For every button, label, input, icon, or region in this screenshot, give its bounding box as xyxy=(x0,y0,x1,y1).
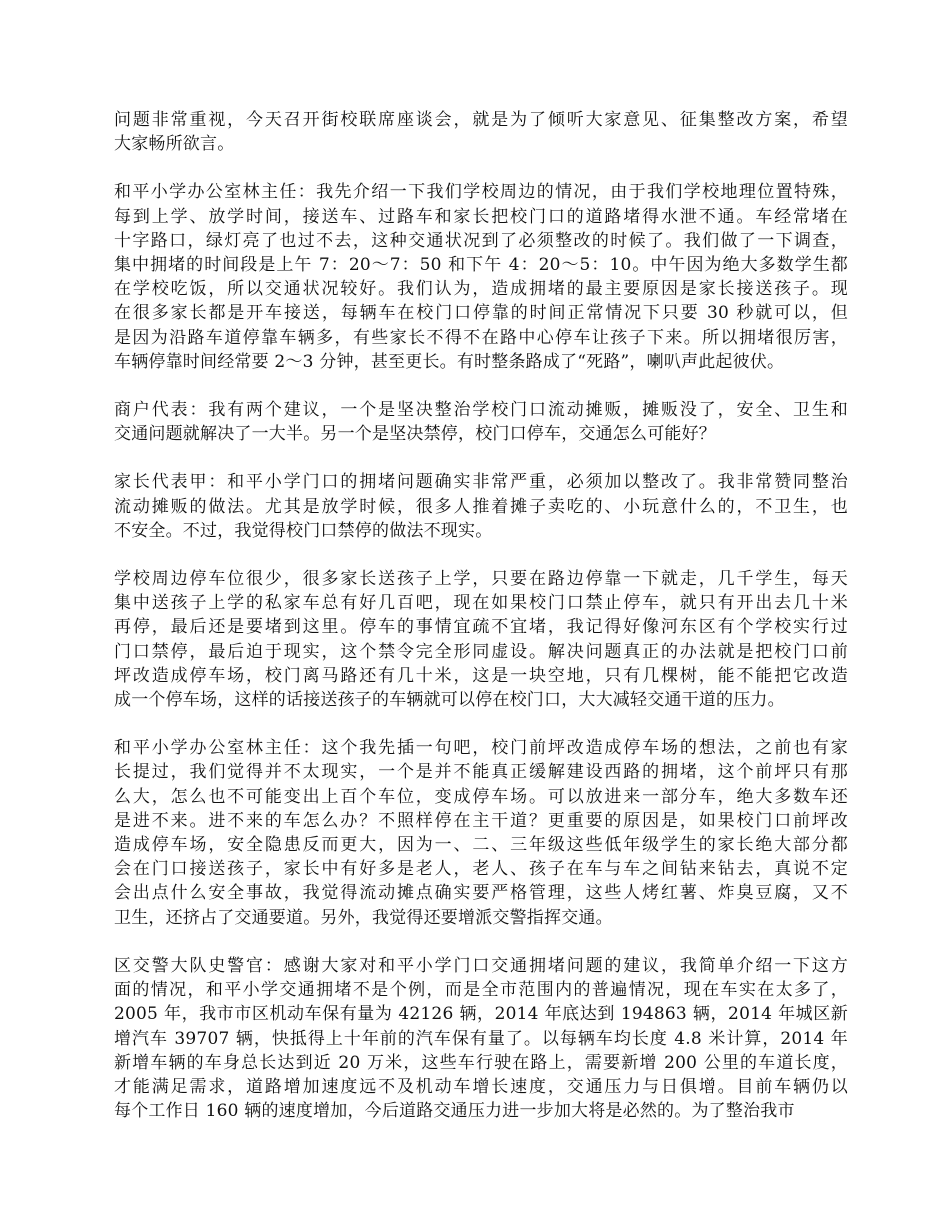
text-line: 增汽车 39707 辆，快抵得上十年前的汽车保有量了。以每辆车均长度 4.8 米计算，2014 年 xyxy=(114,1028,848,1049)
text-line: 问题非常重视，今天召开街校联席座谈会，就是为了倾听大家意见、征集整改方案，希望 xyxy=(114,110,848,130)
document-body xyxy=(114,108,848,1147)
paragraph xyxy=(114,398,848,446)
text-line: 么大，怎么也不可能变出上百个车位，变成停车场。可以放进来一部分车，绝大多数车还 xyxy=(114,786,848,807)
text-line: 再停，最后还是要堵到这里。停车的事情宜疏不宜堵，我记得好像河东区有个学校实行过 xyxy=(114,617,848,638)
text-line: 交通问题就解决了一大半。另一个是坚决禁停，校门口停车，交通怎么可能好？ xyxy=(114,424,716,445)
text-line: 家长代表甲：和平小学门口的拥堵问题确实非常严重，必须加以整改了。我非常赞同整治 xyxy=(114,472,848,493)
text-line: 流动摊贩的做法。尤其是放学时候，很多人推着摊子卖吃的、小玩意什么的，不卫生，也 xyxy=(114,496,848,517)
text-line: 长提过，我们觉得并不太现实，一个是并不能真正缓解建设西路的拥堵，这个前坪只有那 xyxy=(114,762,848,783)
text-line: 造成停车场，安全隐患反而更大，因为一、二、三年级这些低年级学生的家长绝大部分都 xyxy=(114,835,848,856)
text-line: 不安全。不过，我觉得校门口禁停的做法不现实。 xyxy=(114,520,493,541)
paragraph xyxy=(114,736,848,930)
text-line: 坪改造成停车场，校门离马路还有几十米，这是一块空地，只有几棵树，能不能把它改造 xyxy=(114,665,848,686)
text-line: 面的情况，和平小学交通拥堵不是个例，而是全市范围内的普遍情况，现在车实在太多了， xyxy=(114,980,848,1001)
text-line: 才能满足需求，道路增加速度远不及机动车增长速度，交通压力与日俱增。目前车辆仍以 xyxy=(114,1076,848,1097)
text-line: 2005 年，我市市区机动车保有量为 42126 辆，2014 年底达到 194863 辆，2014 年城区新 xyxy=(114,1004,848,1025)
text-line: 学校周边停车位很少，很多家长送孩子上学，只要在路边停靠一下就走，几千学生，每天 xyxy=(114,569,848,590)
paragraph xyxy=(114,470,848,543)
paragraph xyxy=(114,108,848,156)
text-line: 是进不来。进不来的车怎么办？不照样停在主干道？更重要的原因是，如果校门口前坪改 xyxy=(114,810,848,831)
text-line: 卫生，还挤占了交通要道。另外，我觉得还要增派交警指挥交通。 xyxy=(114,907,613,928)
text-line: 会在门口接送孩子，家长中有好多是老人，老人、孩子在车与车之间钻来钻去，真说不定 xyxy=(114,859,848,880)
text-line: 每到上学、放学时间，接送车、过路车和家长把校门口的道路堵得水泄不通。车经常堵在 xyxy=(114,206,848,227)
text-line: 会出点什么安全事故，我觉得流动摊点确实要严格管理，这些人烤红薯、炸臭豆腐，又不 xyxy=(114,883,848,904)
text-line: 在很多家长都是开车接送，每辆车在校门口停靠的时间正常情况下只要 30 秒就可以，但 xyxy=(114,303,848,324)
text-line: 车辆停靠时间经常要 2～3 分钟，甚至更长。有时整条路成了“死路”，喇叭声此起彼伏。 xyxy=(114,351,785,372)
text-line: 集中送孩子上学的私家车总有好几百吧，现在如果校门口禁止停车，就只有开出去几十米 xyxy=(114,593,848,614)
text-line: 新增车辆的车身总长达到近 20 万米，这些车行驶在路上，需要新增 200 公里的车道长度， xyxy=(114,1052,848,1073)
text-line: 集中拥堵的时间段是上午 7：20～7：50 和下午 4：20～5：10。中午因为绝大多数学生都 xyxy=(114,255,848,276)
text-line: 区交警大队史警官：感谢大家对和平小学门口交通拥堵问题的建议，我简单介绍一下这方 xyxy=(114,955,848,976)
text-line: 大家畅所欲言。 xyxy=(114,134,235,155)
text-line: 门口禁停，最后迫于现实，这个禁令完全形同虚设。解决问题真正的办法就是把校门口前 xyxy=(114,641,848,662)
text-line: 和平小学办公室林主任：我先介绍一下我们学校周边的情况，由于我们学校地理位置特殊， xyxy=(114,182,848,203)
text-line: 成一个停车场，这样的话接送孩子的车辆就可以停在校门口，大大减轻交通干道的压力。 xyxy=(114,690,785,711)
text-line: 每个工作日 160 辆的速度增加，今后道路交通压力进一步加大将是必然的。为了整治我市 xyxy=(114,1101,795,1122)
text-line: 十字路口，绿灯亮了也过不去，这种交通状况到了必须整改的时候了。我们做了一下调查， xyxy=(114,230,848,251)
paragraph xyxy=(114,180,848,374)
text-line: 在学校吃饭，所以交通状况较好。我们认为，造成拥堵的最主要原因是家长接送孩子。现 xyxy=(114,279,848,300)
text-line: 和平小学办公室林主任：这个我先插一句吧，校门前坪改造成停车场的想法，之前也有家 xyxy=(114,738,848,759)
text-line: 商户代表：我有两个建议，一个是坚决整治学校门口流动摊贩，摊贩没了，安全、卫生和 xyxy=(114,400,848,421)
paragraph xyxy=(114,954,848,1123)
text-line: 是因为沿路车道停靠车辆多，有些家长不得不在路中心停车让孩子下来。所以拥堵很厉害， xyxy=(114,327,848,348)
paragraph xyxy=(114,567,848,712)
